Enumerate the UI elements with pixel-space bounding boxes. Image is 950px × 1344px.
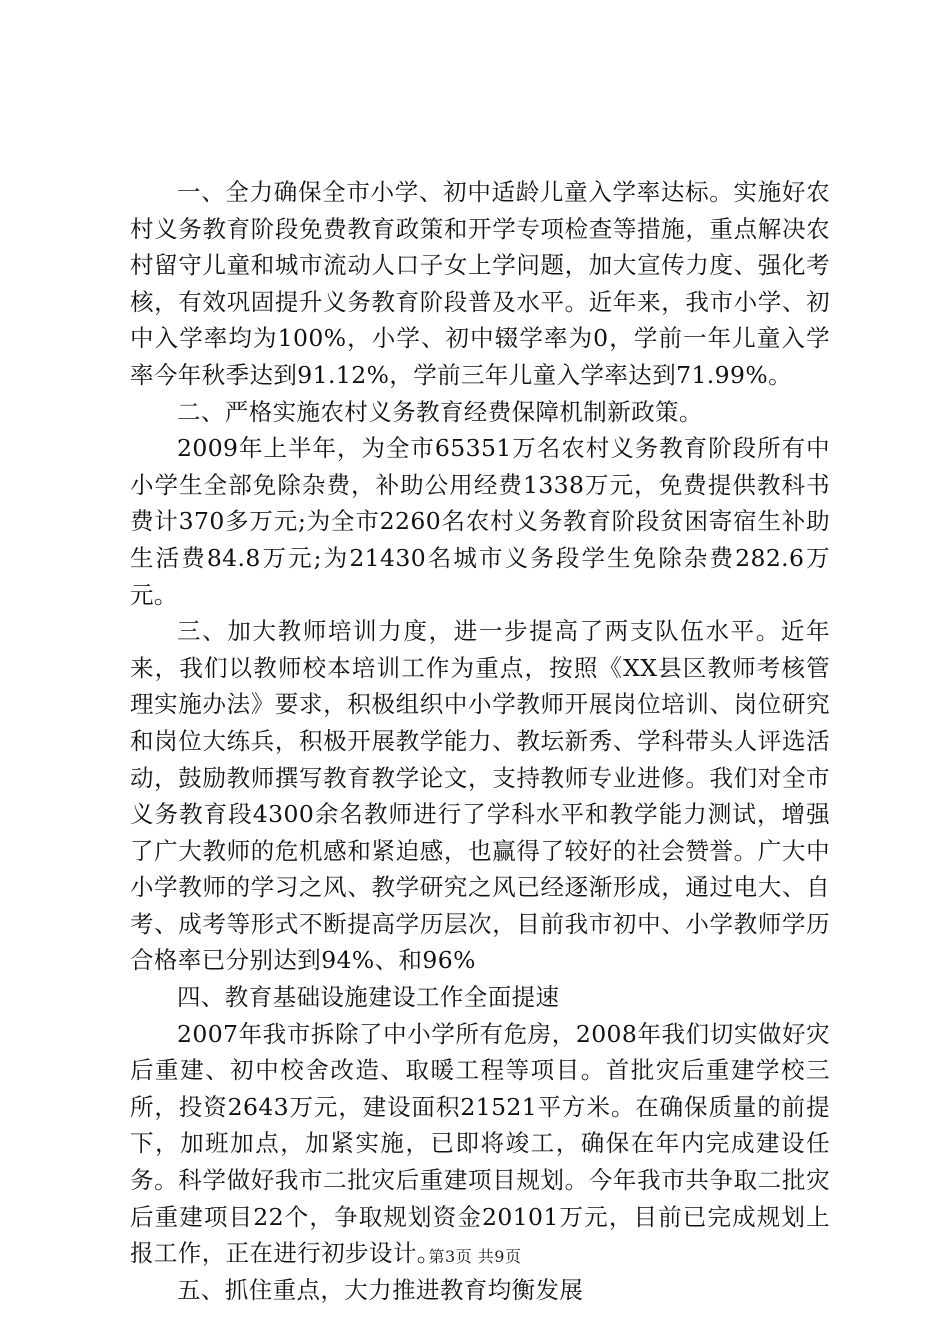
heading-section-2: 二、严格实施农村义务教育经费保障机制新政策。 [177,397,703,426]
paragraph-section-3: 三、加大教师培训力度，进一步提高了两支队伍水平。近年来，我们以教师校本培训工作为重点，按照《XX县区教师考核管理实施办法》要求，积极组织中小学教师开展岗位培训、岗位研究和岗位大练兵，积极开展教学能力、教坛新秀、学科带头人评选活动，鼓励教师撰写教育教学论文，支持教师专业进修。我们对全市义务教育段4300余名教师进行了学科水平和教学能力测试，增强了广大教师的危机感和紧迫感，也赢得了较好的社会赞誉。广大中小学教师的学习之风、教学研究之风已经逐渐形成，通过电大、自考、成考等形式不断提高学历层次，目前我市初中、小学教师学历合格率已分别达到94%、和96% [130,617,830,975]
heading-section-4: 四、教育基础设施建设工作全面提速 [177,983,560,1012]
page-footer: 第3页 共9页 [428,1247,522,1266]
document-body [130,174,830,1308]
paragraph-section-1: 一、全力确保全市小学、初中适龄儿童入学率达标。实施好农村义务教育阶段免费教育政策和开学专项检查等措施，重点解决农村留守儿童和城市流动人口子女上学问题，加大宣传力度、强化考核，有效巩固提升义务教育阶段普及水平。近年来，我市小学、初中入学率均为100%，小学、初中辍学率为0，学前一年儿童入学率今年秋季达到91.12%，学前三年儿童入学率达到71.99%。 [130,178,830,389]
paragraph-section-4: 2007年我市拆除了中小学所有危房，2008年我们切实做好灾后重建、初中校舍改造、取暖工程等项目。首批灾后重建学校三所，投资2643万元，建设面积21521平方米。在确保质量的前提下，加班加点，加紧实施，已即将竣工，确保在年内完成建设任务。科学做好我市二批灾后重建项目规划。今年我市共争取二批灾后重建项目22个，争取规划资金20101万元，目前已完成规划上报工作，正在进行初步设计。 [130,1019,830,1268]
paragraph-section-2: 2009年上半年，为全市65351万名农村义务教育阶段所有中小学生全部免除杂费，补助公用经费1338万元，免费提供教科书费计370多万元;为全市2260名农村义务教育阶段贫困寄宿生补助生活费84.8万元;为21430名城市义务段学生免除杂费282.6万元。 [130,434,830,609]
heading-section-5: 五、抓住重点，大力推进教育均衡发展 [177,1275,584,1304]
